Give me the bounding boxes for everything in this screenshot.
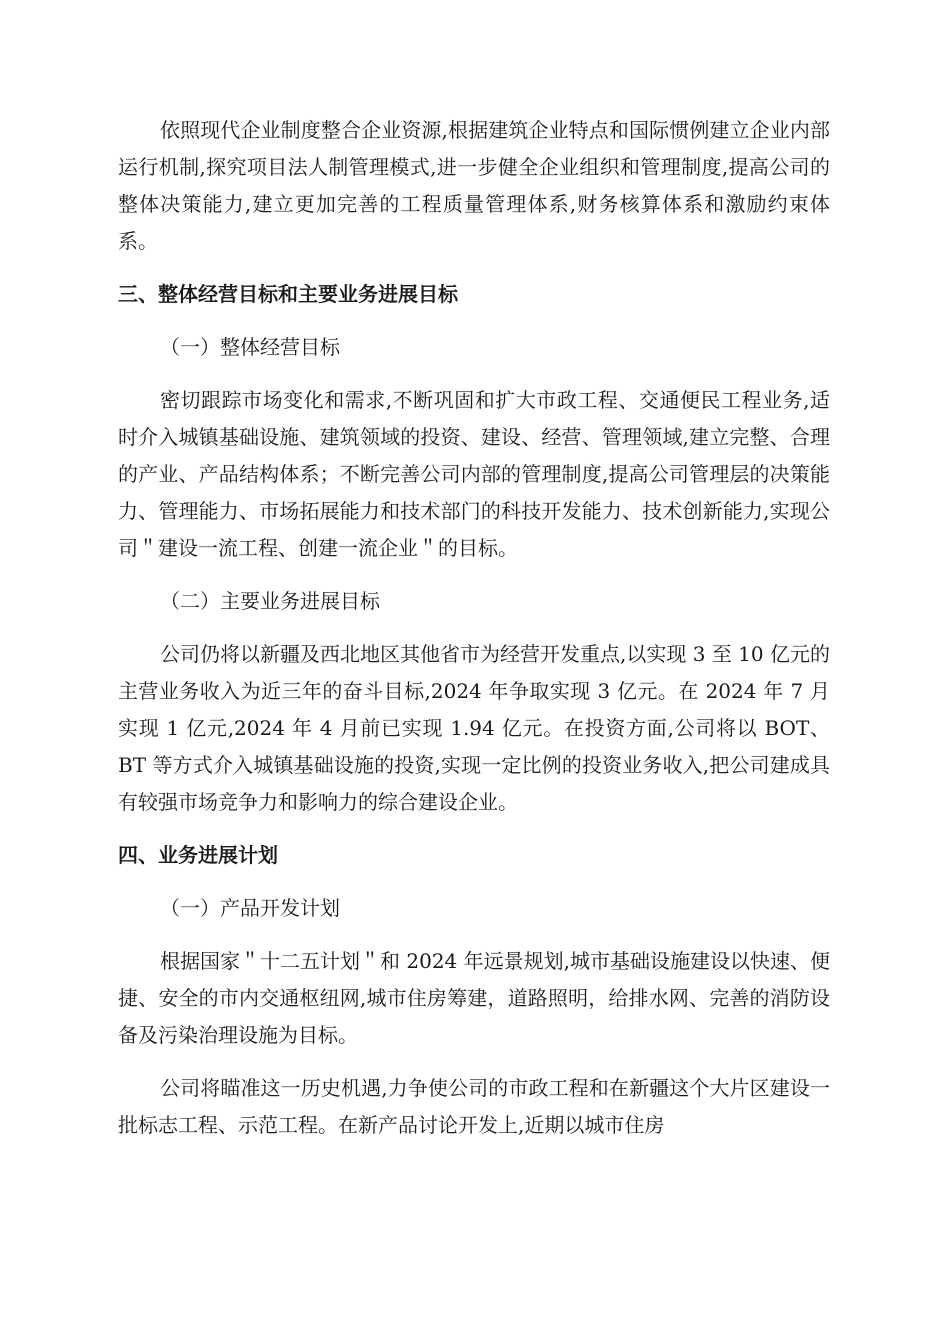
- paragraph-opportunity: 公司将瞄准这一历史机遇,力争使公司的市政工程和在新疆这个大片区建设一批标志工程、示范工程。在新产品讨论开发上,近期以城市住房: [118, 1076, 830, 1137]
- document-body: [118, 112, 830, 1160]
- paragraph-overall-goal: 密切跟踪市场变化和需求,不断巩固和扩大市政工程、交通便民工程业务,适时介入城镇基础设施、建筑领域的投资、建设、经营、管理领域,建立完整、合理的产业、产品结构体系；不断完善公司内部的管理制度,提高公司管理层的决策能力、管理能力、市场拓展能力和技术部门的科技开发能力、技术创新能力,实现公司＂建设一流工程、创建一流企业＂的目标。: [118, 388, 830, 560]
- section-heading-3: 三、整体经营目标和主要业务进展目标: [118, 282, 458, 306]
- paragraph-business-goal: 公司仍将以新疆及西北地区其他省市为经营开发重点,以实现 3 至 10 亿元的主营业务收入为近三年的奋斗目标,2024 年争取实现 3 亿元。在 2024 年 7 月实现 1 亿元,2024 年 4 月前已实现 1.94 亿元。在投资方面,公司将以 BOT、BT 等方式介入城镇基础设施的投资,实现一定比例的投资业务收入,把公司建成具有较强市场竞争力和影响力的综合建设企业。: [118, 642, 830, 814]
- subsection-heading-product-plan: （一）产品开发计划: [160, 896, 340, 920]
- subsection-heading-business-goal: （二）主要业务进展目标: [160, 589, 380, 613]
- subsection-heading-overall-goal: （一）整体经营目标: [160, 335, 340, 359]
- paragraph-product-plan: 根据国家＂十二五计划＂和 2024 年远景规划,城市基础设施建设以快速、便捷、安全的市内交通枢纽网,城市住房筹建，道路照明，给排水网、完善的消防设备及污染治理设施为目标。: [118, 949, 830, 1047]
- paragraph-enterprise-system: 依照现代企业制度整合企业资源,根据建筑企业特点和国际惯例建立企业内部运行机制,探究项目法人制管理模式,进一步健全企业组织和管理制度,提高公司的整体决策能力,建立更加完善的工程质量管理体系,财务核算体系和激励约束体系。: [118, 118, 830, 253]
- section-heading-4: 四、业务进展计划: [118, 843, 278, 867]
